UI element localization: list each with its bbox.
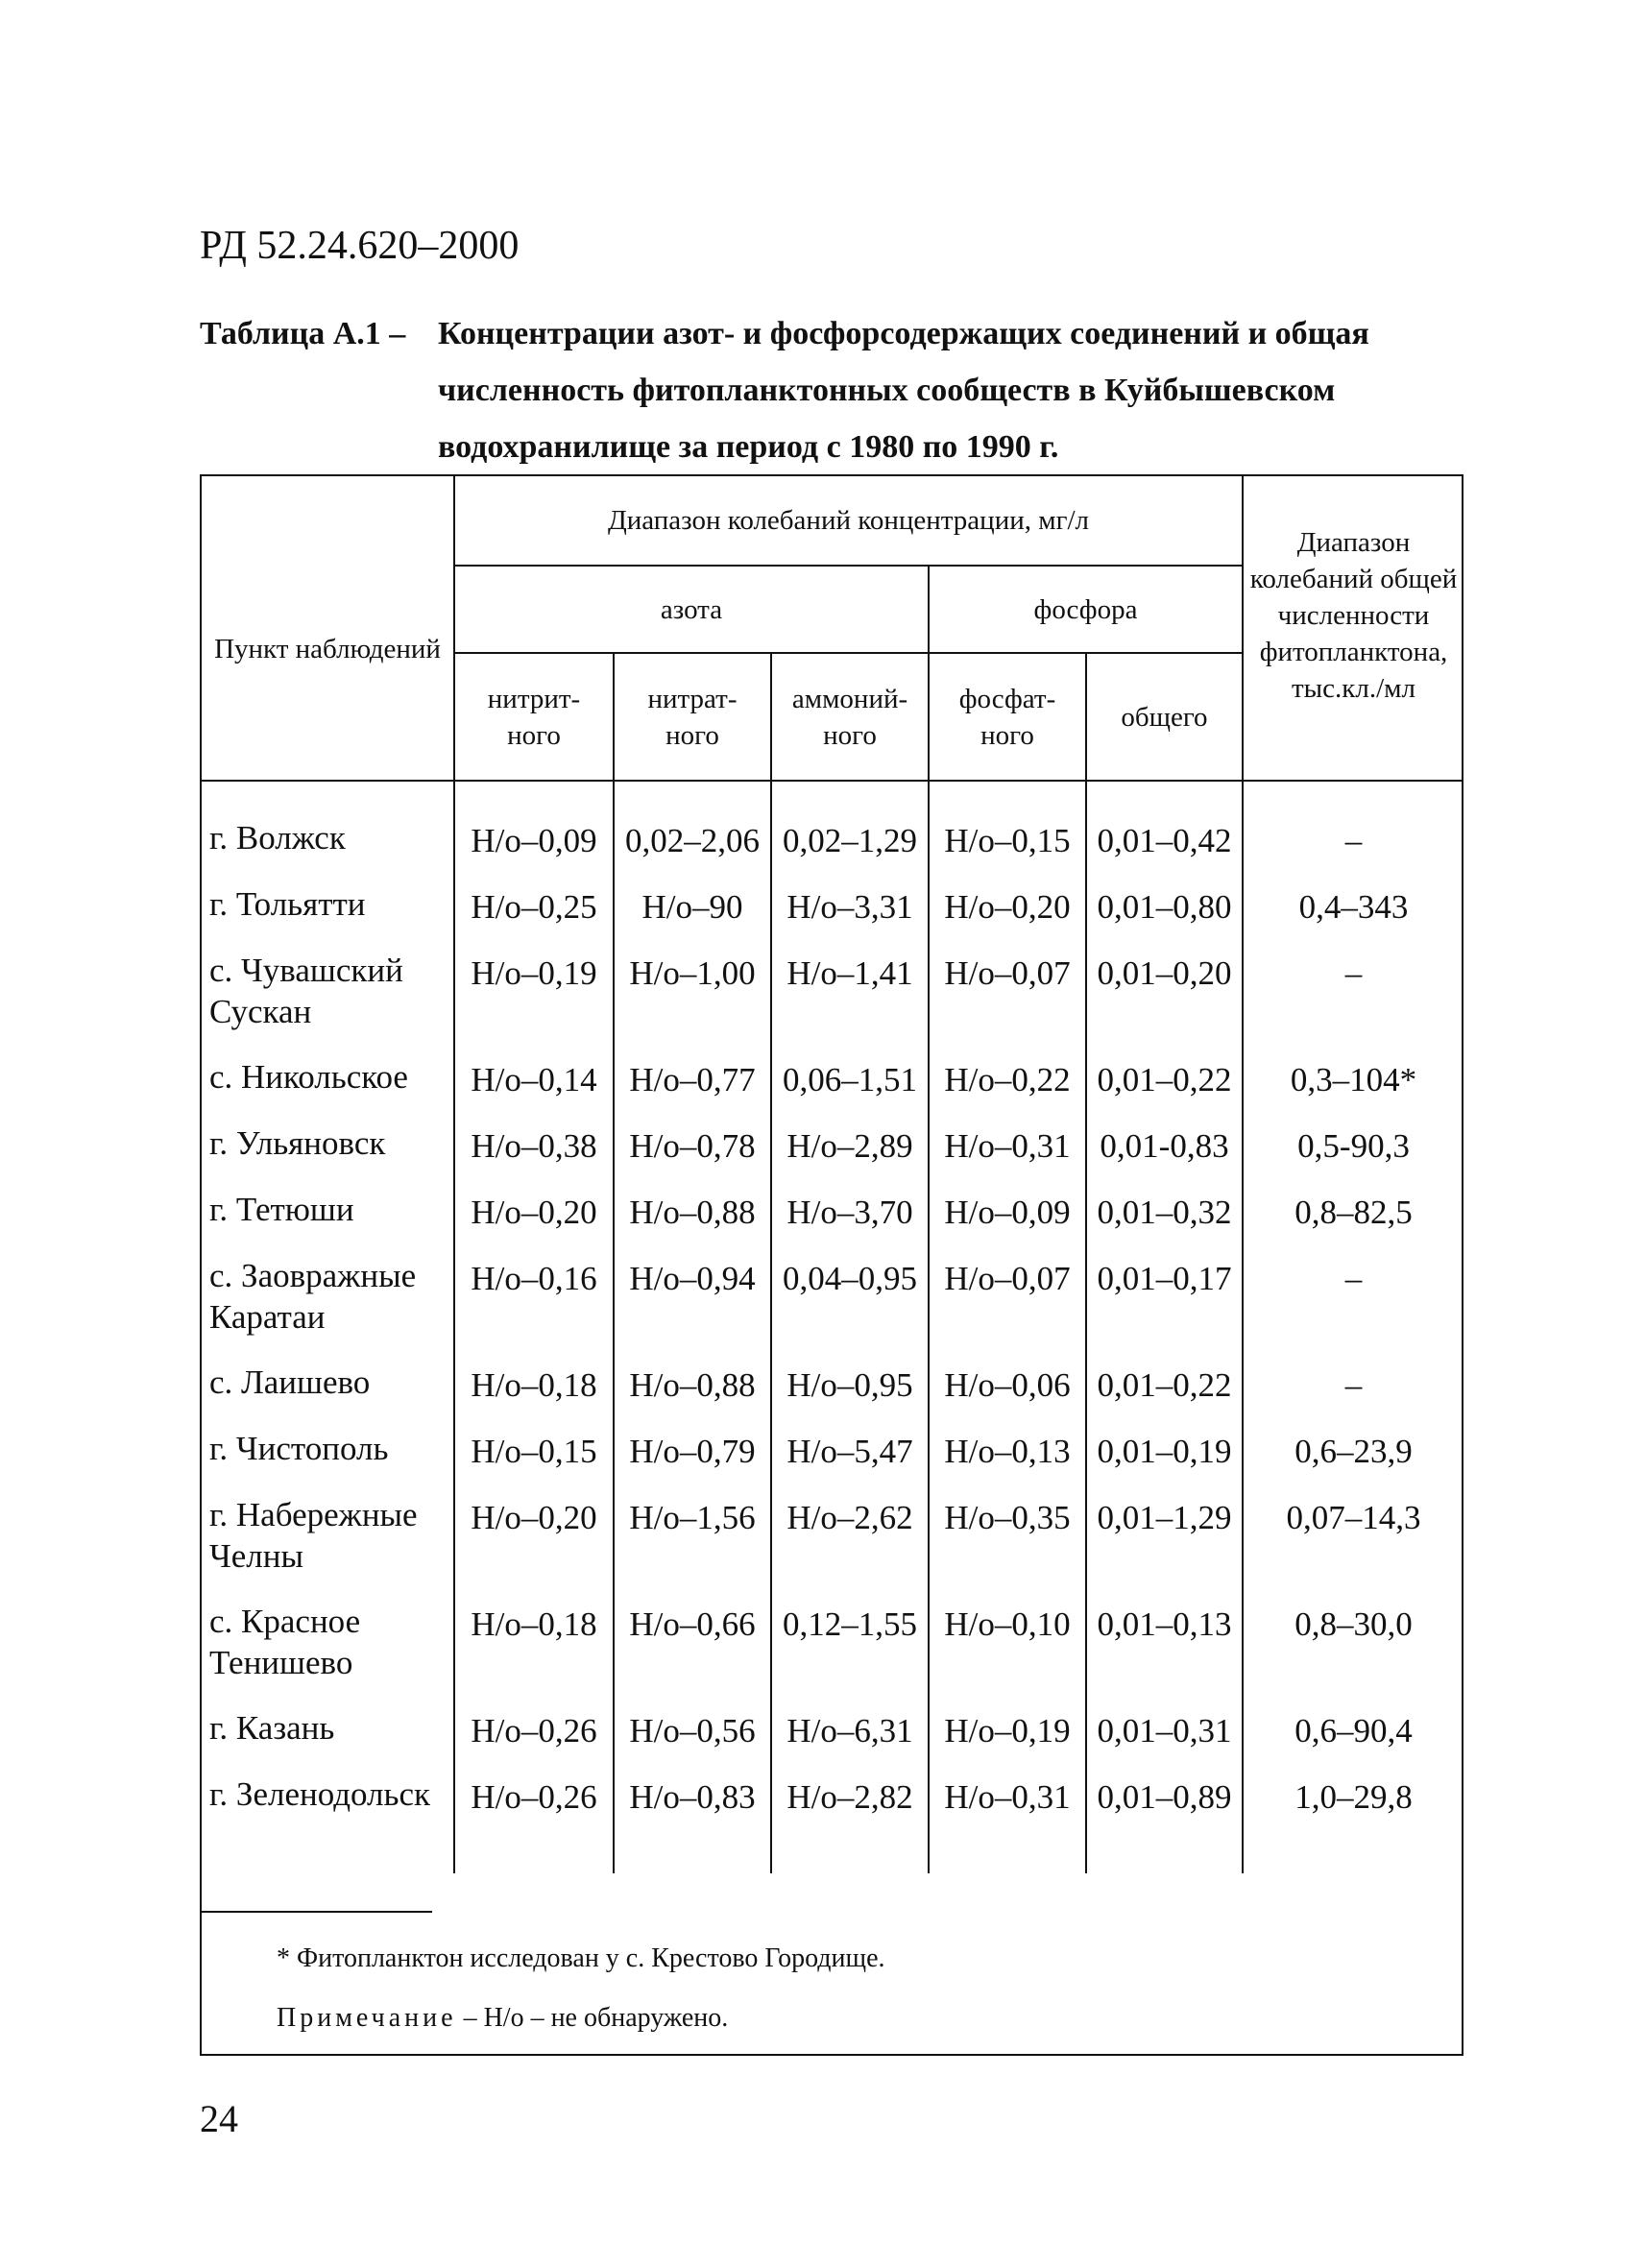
cell-total: 0,01–0,22 xyxy=(1097,1061,1232,1098)
cell-nitrate: Н/о–1,56 xyxy=(629,1499,756,1536)
cell-total: 0,01–0,13 xyxy=(1097,1605,1232,1643)
caption-label: Таблица А.1 – xyxy=(200,316,406,351)
cell-total: 0,01–0,89 xyxy=(1097,1778,1232,1816)
header-ammonium: аммоний-ного xyxy=(791,683,908,751)
cell-nitrate: Н/о–0,88 xyxy=(629,1366,756,1404)
page-number: 24 xyxy=(200,2097,238,2140)
cell-nitrite: Н/о–0,26 xyxy=(471,1712,597,1749)
cell-phyto: 0,8–30,0 xyxy=(1294,1605,1413,1643)
cell-ammonium: Н/о–0,95 xyxy=(786,1366,913,1404)
cell-phyto: 0,3–104* xyxy=(1290,1061,1417,1098)
cell-phosphate: Н/о–0,35 xyxy=(944,1499,1071,1536)
cell-point: г. Тольятти xyxy=(209,885,366,923)
cell-phosphate: Н/о–0,06 xyxy=(944,1366,1071,1404)
cell-phyto: 0,5-90,3 xyxy=(1297,1127,1410,1165)
cell-point: г. Ульяновск xyxy=(209,1124,386,1162)
cell-point: с. Чувашский Сускан xyxy=(209,952,403,1030)
cell-point: с. Заовражные Каратаи xyxy=(209,1257,417,1336)
cell-point: г. Тетюши xyxy=(209,1191,354,1228)
table-row xyxy=(202,1428,1465,1487)
cell-phosphate: Н/о–0,13 xyxy=(944,1433,1071,1470)
cell-phyto: 0,8–82,5 xyxy=(1294,1194,1413,1231)
cell-total: 0,01–0,19 xyxy=(1097,1433,1232,1470)
cell-nitrite: Н/о–0,14 xyxy=(471,1061,597,1098)
cell-nitrite: Н/о–0,26 xyxy=(471,1778,597,1816)
table-row xyxy=(202,1707,1465,1767)
table-row xyxy=(202,1056,1465,1116)
cell-nitrate: Н/о–0,78 xyxy=(629,1127,756,1165)
caption-line-2: численность фитопланктонных сообществ в Куйбышевском xyxy=(438,373,1336,408)
header-phyto: Диапазон колебаний общей численности фитопланктона, тыс.кл./мл xyxy=(1249,527,1458,704)
cell-nitrate: Н/о–0,66 xyxy=(629,1605,756,1643)
cell-phyto: 0,6–90,4 xyxy=(1294,1712,1413,1749)
cell-phosphate: Н/о–0,31 xyxy=(944,1127,1071,1165)
cell-nitrite: Н/о–0,09 xyxy=(471,822,597,859)
cell-nitrate: Н/о–0,77 xyxy=(629,1061,756,1098)
cell-phosphate: Н/о–0,07 xyxy=(944,954,1071,992)
table-row xyxy=(202,1255,1465,1336)
cell-nitrate: Н/о–90 xyxy=(641,888,743,926)
cell-point: с. Никольское xyxy=(209,1058,408,1096)
cell-ammonium: Н/о–3,70 xyxy=(786,1194,913,1231)
cell-total: 0,01–0,22 xyxy=(1097,1366,1232,1404)
cell-total: 0,01–0,31 xyxy=(1097,1712,1232,1749)
table-row xyxy=(202,817,1465,877)
cell-nitrate: Н/о–1,00 xyxy=(629,954,756,992)
cell-phyto: 1,0–29,8 xyxy=(1294,1778,1413,1816)
cell-phyto: 0,6–23,9 xyxy=(1294,1433,1413,1470)
cell-total: 0,01–0,80 xyxy=(1097,888,1232,926)
cell-nitrite: Н/о–0,20 xyxy=(471,1499,597,1536)
cell-phosphate: Н/о–0,09 xyxy=(944,1194,1071,1231)
cell-phosphate: Н/о–0,22 xyxy=(944,1061,1071,1098)
cell-ammonium: 0,04–0,95 xyxy=(783,1260,917,1297)
table-row xyxy=(202,1189,1465,1248)
cell-ammonium: Н/о–1,41 xyxy=(786,954,913,992)
table-row xyxy=(202,950,1465,1030)
cell-total: 0,01-0,83 xyxy=(1100,1127,1229,1165)
cell-point: г. Чистополь xyxy=(209,1430,389,1467)
header-nitrite: нитрит-ного xyxy=(487,683,581,751)
cell-nitrate: Н/о–0,83 xyxy=(629,1778,756,1816)
table-row xyxy=(202,1362,1465,1421)
table-caption xyxy=(200,305,1477,475)
header-conc-range: Диапазон колебаний концентрации, мг/л xyxy=(607,505,1090,536)
cell-phyto: – xyxy=(1344,822,1363,859)
cell-ammonium: Н/о–5,47 xyxy=(786,1433,913,1470)
cell-phyto: – xyxy=(1344,1260,1363,1297)
header-phosphorus: фосфора xyxy=(1033,593,1138,625)
cell-nitrite: Н/о–0,19 xyxy=(471,954,597,992)
note-label: Примечание xyxy=(277,2003,457,2033)
cell-point: с. Лаишево xyxy=(209,1363,371,1401)
cell-nitrate: Н/о–0,88 xyxy=(629,1194,756,1231)
cell-phyto: 0,07–14,3 xyxy=(1286,1499,1421,1536)
table-note xyxy=(277,2003,728,2034)
header-phosphate: фосфат-ного xyxy=(958,683,1056,751)
document-code: РД 52.24.620–2000 xyxy=(200,224,520,268)
cell-phosphate: Н/о–0,07 xyxy=(944,1260,1071,1297)
header-nitrate: нитрат-ного xyxy=(647,683,738,751)
cell-phosphate: Н/о–0,15 xyxy=(944,822,1071,859)
cell-total: 0,01–1,29 xyxy=(1097,1499,1232,1536)
cell-nitrate: Н/о–0,56 xyxy=(629,1712,756,1749)
cell-ammonium: Н/о–3,31 xyxy=(786,888,913,926)
cell-nitrate: Н/о–0,79 xyxy=(629,1433,756,1470)
cell-phosphate: Н/о–0,10 xyxy=(944,1605,1071,1643)
header-nitrogen: азота xyxy=(660,593,723,625)
table-row xyxy=(202,1122,1465,1182)
cell-nitrite: Н/о–0,25 xyxy=(471,888,597,926)
cell-phosphate: Н/о–0,20 xyxy=(944,888,1071,926)
cell-ammonium: 0,02–1,29 xyxy=(783,822,917,859)
header-divider xyxy=(202,780,1464,782)
cell-ammonium: Н/о–2,89 xyxy=(786,1127,913,1165)
table-row xyxy=(202,883,1465,943)
table-row xyxy=(202,1601,1465,1681)
table-row xyxy=(202,1494,1465,1575)
caption-line-1: Концентрации азот- и фосфорсодержащих соединений и общая xyxy=(438,316,1369,351)
cell-ammonium: Н/о–2,82 xyxy=(786,1778,913,1816)
header-point: Пункт наблюдений xyxy=(214,634,441,664)
cell-total: 0,01–0,32 xyxy=(1097,1194,1232,1231)
cell-phosphate: Н/о–0,31 xyxy=(944,1778,1071,1816)
table-row xyxy=(202,1773,1465,1833)
footnote: * Фитопланктон исследован у с. Крестово Городище. xyxy=(277,1943,885,1973)
cell-point: с. Красное Тенишево xyxy=(209,1603,361,1681)
cell-point: г. Набережные Челны xyxy=(209,1496,418,1575)
cell-nitrite: Н/о–0,15 xyxy=(471,1433,597,1470)
cell-nitrate: Н/о–0,94 xyxy=(629,1260,756,1297)
cell-nitrite: Н/о–0,20 xyxy=(471,1194,597,1231)
note-text: – Н/о – не обнаружено. xyxy=(456,2003,729,2033)
cell-phyto: 0,4–343 xyxy=(1298,888,1409,926)
cell-point: г. Волжск xyxy=(209,819,346,857)
cell-point: г. Казань xyxy=(209,1709,335,1747)
data-table xyxy=(200,474,1464,2056)
cell-total: 0,01–0,20 xyxy=(1097,954,1232,992)
cell-nitrite: Н/о–0,38 xyxy=(471,1127,597,1165)
cell-ammonium: 0,06–1,51 xyxy=(783,1061,917,1098)
cell-total: 0,01–0,42 xyxy=(1097,822,1232,859)
cell-nitrite: Н/о–0,16 xyxy=(471,1260,597,1297)
cell-phyto: – xyxy=(1344,1366,1363,1404)
cell-phyto: – xyxy=(1344,954,1363,992)
cell-ammonium: Н/о–2,62 xyxy=(786,1499,913,1536)
header-total: общего xyxy=(1121,701,1208,733)
footnote-rule xyxy=(202,1911,432,1913)
cell-nitrite: Н/о–0,18 xyxy=(471,1366,597,1404)
cell-total: 0,01–0,17 xyxy=(1097,1260,1232,1297)
cell-nitrite: Н/о–0,18 xyxy=(471,1605,597,1643)
cell-ammonium: Н/о–6,31 xyxy=(786,1712,913,1749)
cell-phosphate: Н/о–0,19 xyxy=(944,1712,1071,1749)
cell-point: г. Зеленодольск xyxy=(209,1775,431,1813)
cell-ammonium: 0,12–1,55 xyxy=(783,1605,917,1643)
caption-line-3: водохранилище за период с 1980 по 1990 г. xyxy=(438,429,1059,465)
cell-nitrate: 0,02–2,06 xyxy=(625,822,760,859)
